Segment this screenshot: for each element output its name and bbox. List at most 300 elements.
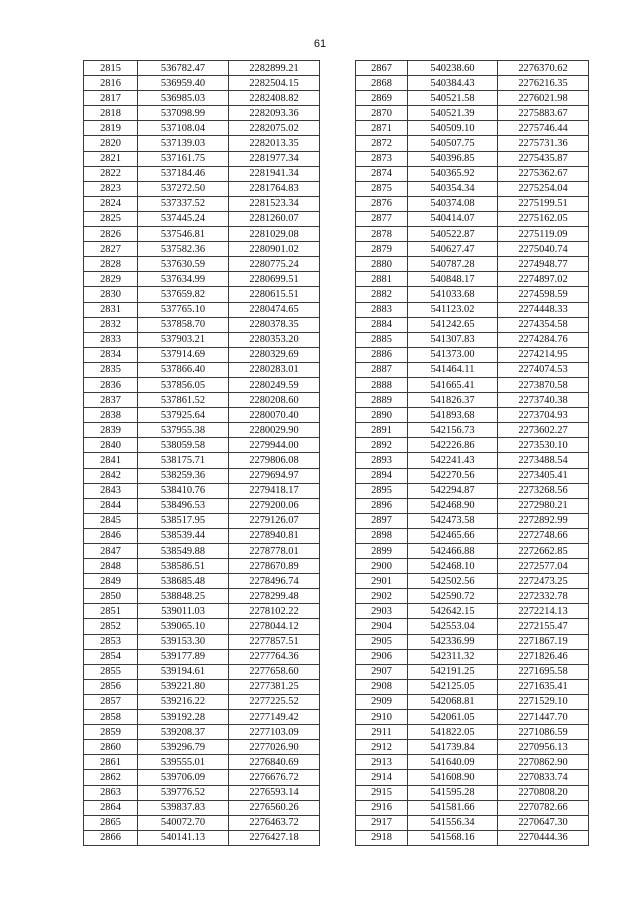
table-row [84, 785, 320, 800]
x-coordinate-cell: 539192.28 [138, 710, 229, 725]
x-coordinate-cell: 540521.39 [408, 106, 498, 121]
table-row [356, 196, 589, 211]
x-coordinate-cell: 539208.37 [138, 725, 229, 740]
y-coordinate-cell: 2275746.44 [498, 121, 589, 136]
table-row [356, 76, 589, 91]
x-coordinate-cell: 542226.86 [408, 438, 498, 453]
x-coordinate-cell: 538410.76 [138, 483, 229, 498]
x-coordinate-cell: 541665.41 [408, 377, 498, 392]
y-coordinate-cell: 2274214.95 [498, 347, 589, 362]
point-number-cell: 2836 [84, 377, 138, 392]
x-coordinate-cell: 538685.48 [138, 574, 229, 589]
x-coordinate-cell: 542270.56 [408, 468, 498, 483]
point-number-cell: 2901 [356, 574, 408, 589]
y-coordinate-cell: 2275199.51 [498, 196, 589, 211]
table-row [356, 498, 589, 513]
table-row [356, 544, 589, 559]
x-coordinate-cell: 540072.70 [138, 815, 229, 830]
point-number-cell: 2906 [356, 649, 408, 664]
x-coordinate-cell: 539177.89 [138, 649, 229, 664]
table-row [356, 679, 589, 694]
x-coordinate-cell: 539216.22 [138, 694, 229, 709]
y-coordinate-cell: 2279944.00 [229, 438, 320, 453]
point-number-cell: 2894 [356, 468, 408, 483]
table-row [84, 423, 320, 438]
point-number-cell: 2849 [84, 574, 138, 589]
table-row [84, 513, 320, 528]
x-coordinate-cell: 541893.68 [408, 408, 498, 423]
x-coordinate-cell: 537955.38 [138, 423, 229, 438]
table-row [356, 468, 589, 483]
table-row [356, 272, 589, 287]
y-coordinate-cell: 2279418.17 [229, 483, 320, 498]
table-row [84, 740, 320, 755]
table-row [356, 377, 589, 392]
point-number-cell: 2886 [356, 347, 408, 362]
point-number-cell: 2835 [84, 362, 138, 377]
table-row [84, 377, 320, 392]
point-number-cell: 2895 [356, 483, 408, 498]
table-row [356, 393, 589, 408]
table-row [356, 181, 589, 196]
point-number-cell: 2877 [356, 211, 408, 226]
y-coordinate-cell: 2272662.85 [498, 544, 589, 559]
point-number-cell: 2889 [356, 393, 408, 408]
point-number-cell: 2908 [356, 679, 408, 694]
y-coordinate-cell: 2279806.08 [229, 453, 320, 468]
table-row [84, 559, 320, 574]
x-coordinate-cell: 538259.36 [138, 468, 229, 483]
point-number-cell: 2818 [84, 106, 138, 121]
x-coordinate-cell: 538175.71 [138, 453, 229, 468]
point-number-cell: 2863 [84, 785, 138, 800]
table-row [84, 393, 320, 408]
y-coordinate-cell: 2278044.12 [229, 619, 320, 634]
table-row [356, 815, 589, 830]
y-coordinate-cell: 2272473.25 [498, 574, 589, 589]
x-coordinate-cell: 540521.58 [408, 91, 498, 106]
y-coordinate-cell: 2278299.48 [229, 589, 320, 604]
y-coordinate-cell: 2275362.67 [498, 166, 589, 181]
y-coordinate-cell: 2278496.74 [229, 574, 320, 589]
x-coordinate-cell: 538549.88 [138, 544, 229, 559]
y-coordinate-cell: 2276463.72 [229, 815, 320, 830]
x-coordinate-cell: 542336.99 [408, 634, 498, 649]
table-row [84, 211, 320, 226]
point-number-cell: 2873 [356, 151, 408, 166]
y-coordinate-cell: 2280208.60 [229, 393, 320, 408]
y-coordinate-cell: 2277225.52 [229, 694, 320, 709]
table-row [356, 408, 589, 423]
point-number-cell: 2907 [356, 664, 408, 679]
point-number-cell: 2820 [84, 136, 138, 151]
table-row [356, 830, 589, 845]
table-row [84, 61, 320, 76]
x-coordinate-cell: 542553.04 [408, 619, 498, 634]
x-coordinate-cell: 542642.15 [408, 604, 498, 619]
table-row [356, 121, 589, 136]
table-row [356, 362, 589, 377]
x-coordinate-cell: 536782.47 [138, 61, 229, 76]
coordinate-table-right [355, 60, 589, 846]
x-coordinate-cell: 537161.75 [138, 151, 229, 166]
x-coordinate-cell: 542468.90 [408, 498, 498, 513]
table-row [84, 604, 320, 619]
y-coordinate-cell: 2275435.87 [498, 151, 589, 166]
table-row [356, 785, 589, 800]
x-coordinate-cell: 537445.24 [138, 211, 229, 226]
point-number-cell: 2837 [84, 393, 138, 408]
point-number-cell: 2854 [84, 649, 138, 664]
table-row [356, 287, 589, 302]
point-number-cell: 2850 [84, 589, 138, 604]
point-number-cell: 2914 [356, 770, 408, 785]
point-number-cell: 2843 [84, 483, 138, 498]
point-number-cell: 2882 [356, 287, 408, 302]
x-coordinate-cell: 541595.28 [408, 785, 498, 800]
x-coordinate-cell: 540627.47 [408, 242, 498, 257]
y-coordinate-cell: 2276370.62 [498, 61, 589, 76]
point-number-cell: 2824 [84, 196, 138, 211]
point-number-cell: 2905 [356, 634, 408, 649]
point-number-cell: 2876 [356, 196, 408, 211]
y-coordinate-cell: 2273268.56 [498, 483, 589, 498]
y-coordinate-cell: 2273602.27 [498, 423, 589, 438]
y-coordinate-cell: 2270808.20 [498, 785, 589, 800]
x-coordinate-cell: 540787.28 [408, 257, 498, 272]
point-number-cell: 2880 [356, 257, 408, 272]
x-coordinate-cell: 541123.02 [408, 302, 498, 317]
point-number-cell: 2848 [84, 559, 138, 574]
table-row [356, 91, 589, 106]
point-number-cell: 2861 [84, 755, 138, 770]
coordinate-table-left [83, 60, 320, 846]
x-coordinate-cell: 537546.81 [138, 227, 229, 242]
table-row [356, 61, 589, 76]
point-number-cell: 2865 [84, 815, 138, 830]
y-coordinate-cell: 2273488.54 [498, 453, 589, 468]
y-coordinate-cell: 2277026.90 [229, 740, 320, 755]
table-row [356, 332, 589, 347]
x-coordinate-cell: 539837.83 [138, 800, 229, 815]
point-number-cell: 2879 [356, 242, 408, 257]
y-coordinate-cell: 2281977.34 [229, 151, 320, 166]
x-coordinate-cell: 541556.34 [408, 815, 498, 830]
point-number-cell: 2916 [356, 800, 408, 815]
page-number: 61 [313, 38, 327, 50]
point-number-cell: 2830 [84, 287, 138, 302]
y-coordinate-cell: 2274354.58 [498, 317, 589, 332]
x-coordinate-cell: 542466.88 [408, 544, 498, 559]
y-coordinate-cell: 2280329.69 [229, 347, 320, 362]
point-number-cell: 2817 [84, 91, 138, 106]
point-number-cell: 2868 [356, 76, 408, 91]
x-coordinate-cell: 540365.92 [408, 166, 498, 181]
x-coordinate-cell: 537903.21 [138, 332, 229, 347]
y-coordinate-cell: 2280249.59 [229, 377, 320, 392]
point-number-cell: 2891 [356, 423, 408, 438]
y-coordinate-cell: 2277381.25 [229, 679, 320, 694]
x-coordinate-cell: 541568.16 [408, 830, 498, 845]
y-coordinate-cell: 2271635.41 [498, 679, 589, 694]
y-coordinate-cell: 2280699.51 [229, 272, 320, 287]
point-number-cell: 2885 [356, 332, 408, 347]
x-coordinate-cell: 542590.72 [408, 589, 498, 604]
point-number-cell: 2862 [84, 770, 138, 785]
table-row [356, 649, 589, 664]
y-coordinate-cell: 2275883.67 [498, 106, 589, 121]
y-coordinate-cell: 2282504.15 [229, 76, 320, 91]
point-number-cell: 2816 [84, 76, 138, 91]
point-number-cell: 2847 [84, 544, 138, 559]
point-number-cell: 2875 [356, 181, 408, 196]
y-coordinate-cell: 2278940.81 [229, 528, 320, 543]
y-coordinate-cell: 2279694.97 [229, 468, 320, 483]
table-row [356, 166, 589, 181]
y-coordinate-cell: 2280775.24 [229, 257, 320, 272]
point-number-cell: 2829 [84, 272, 138, 287]
x-coordinate-cell: 537866.40 [138, 362, 229, 377]
point-number-cell: 2896 [356, 498, 408, 513]
y-coordinate-cell: 2270833.74 [498, 770, 589, 785]
y-coordinate-cell: 2276676.72 [229, 770, 320, 785]
x-coordinate-cell: 541640.09 [408, 755, 498, 770]
point-number-cell: 2844 [84, 498, 138, 513]
point-number-cell: 2832 [84, 317, 138, 332]
table-row [84, 679, 320, 694]
point-number-cell: 2912 [356, 740, 408, 755]
y-coordinate-cell: 2279200.06 [229, 498, 320, 513]
y-coordinate-cell: 2273530.10 [498, 438, 589, 453]
x-coordinate-cell: 538496.53 [138, 498, 229, 513]
table-row [84, 589, 320, 604]
x-coordinate-cell: 537582.36 [138, 242, 229, 257]
x-coordinate-cell: 540509.10 [408, 121, 498, 136]
y-coordinate-cell: 2282899.21 [229, 61, 320, 76]
x-coordinate-cell: 542068.81 [408, 694, 498, 709]
table-row [84, 468, 320, 483]
point-number-cell: 2852 [84, 619, 138, 634]
x-coordinate-cell: 542294.87 [408, 483, 498, 498]
x-coordinate-cell: 539706.09 [138, 770, 229, 785]
y-coordinate-cell: 2270444.36 [498, 830, 589, 845]
table-row [84, 362, 320, 377]
y-coordinate-cell: 2272214.13 [498, 604, 589, 619]
x-coordinate-cell: 538539.44 [138, 528, 229, 543]
point-number-cell: 2845 [84, 513, 138, 528]
y-coordinate-cell: 2276593.14 [229, 785, 320, 800]
y-coordinate-cell: 2274948.77 [498, 257, 589, 272]
table-row [84, 438, 320, 453]
y-coordinate-cell: 2274448.33 [498, 302, 589, 317]
point-number-cell: 2841 [84, 453, 138, 468]
table-row [84, 332, 320, 347]
point-number-cell: 2869 [356, 91, 408, 106]
x-coordinate-cell: 538517.95 [138, 513, 229, 528]
y-coordinate-cell: 2275731.36 [498, 136, 589, 151]
table-row [84, 181, 320, 196]
table-row [356, 725, 589, 740]
y-coordinate-cell: 2273740.38 [498, 393, 589, 408]
table-row [84, 408, 320, 423]
table-row [84, 815, 320, 830]
y-coordinate-cell: 2280474.65 [229, 302, 320, 317]
x-coordinate-cell: 541033.68 [408, 287, 498, 302]
point-number-cell: 2839 [84, 423, 138, 438]
y-coordinate-cell: 2275162.05 [498, 211, 589, 226]
x-coordinate-cell: 538059.58 [138, 438, 229, 453]
table-row [84, 106, 320, 121]
y-coordinate-cell: 2280901.02 [229, 242, 320, 257]
y-coordinate-cell: 2272980.21 [498, 498, 589, 513]
point-number-cell: 2859 [84, 725, 138, 740]
point-number-cell: 2915 [356, 785, 408, 800]
y-coordinate-cell: 2277149.42 [229, 710, 320, 725]
table-row [84, 619, 320, 634]
y-coordinate-cell: 2271447.70 [498, 710, 589, 725]
table-row [84, 287, 320, 302]
x-coordinate-cell: 537098.99 [138, 106, 229, 121]
y-coordinate-cell: 2276560.26 [229, 800, 320, 815]
x-coordinate-cell: 540522.87 [408, 227, 498, 242]
point-number-cell: 2917 [356, 815, 408, 830]
table-row [356, 227, 589, 242]
point-number-cell: 2874 [356, 166, 408, 181]
y-coordinate-cell: 2274897.02 [498, 272, 589, 287]
x-coordinate-cell: 541822.05 [408, 725, 498, 740]
x-coordinate-cell: 541242.65 [408, 317, 498, 332]
y-coordinate-cell: 2273870.58 [498, 377, 589, 392]
table-row [84, 227, 320, 242]
point-number-cell: 2851 [84, 604, 138, 619]
y-coordinate-cell: 2272332.78 [498, 589, 589, 604]
y-coordinate-cell: 2274284.76 [498, 332, 589, 347]
y-coordinate-cell: 2280378.35 [229, 317, 320, 332]
point-number-cell: 2884 [356, 317, 408, 332]
y-coordinate-cell: 2278102.22 [229, 604, 320, 619]
point-number-cell: 2858 [84, 710, 138, 725]
y-coordinate-cell: 2282093.36 [229, 106, 320, 121]
y-coordinate-cell: 2270862.90 [498, 755, 589, 770]
point-number-cell: 2840 [84, 438, 138, 453]
table-row [84, 302, 320, 317]
point-number-cell: 2890 [356, 408, 408, 423]
x-coordinate-cell: 538586.51 [138, 559, 229, 574]
table-row [84, 528, 320, 543]
x-coordinate-cell: 539296.79 [138, 740, 229, 755]
table-row [356, 740, 589, 755]
y-coordinate-cell: 2282013.35 [229, 136, 320, 151]
y-coordinate-cell: 2275254.04 [498, 181, 589, 196]
point-number-cell: 2846 [84, 528, 138, 543]
table-row [356, 513, 589, 528]
table-row [356, 664, 589, 679]
x-coordinate-cell: 541826.37 [408, 393, 498, 408]
y-coordinate-cell: 2271695.58 [498, 664, 589, 679]
table-row [84, 770, 320, 785]
x-coordinate-cell: 542241.43 [408, 453, 498, 468]
x-coordinate-cell: 542125.05 [408, 679, 498, 694]
y-coordinate-cell: 2277103.09 [229, 725, 320, 740]
table-row [84, 257, 320, 272]
table-row [356, 257, 589, 272]
y-coordinate-cell: 2282075.02 [229, 121, 320, 136]
table-row [356, 755, 589, 770]
point-number-cell: 2815 [84, 61, 138, 76]
point-number-cell: 2833 [84, 332, 138, 347]
x-coordinate-cell: 537139.03 [138, 136, 229, 151]
point-number-cell: 2856 [84, 679, 138, 694]
table-row [356, 589, 589, 604]
table-row [84, 498, 320, 513]
point-number-cell: 2902 [356, 589, 408, 604]
point-number-cell: 2857 [84, 694, 138, 709]
table-row [84, 694, 320, 709]
x-coordinate-cell: 539555.01 [138, 755, 229, 770]
point-number-cell: 2904 [356, 619, 408, 634]
x-coordinate-cell: 537914.69 [138, 347, 229, 362]
point-number-cell: 2826 [84, 227, 138, 242]
y-coordinate-cell: 2278778.01 [229, 544, 320, 559]
x-coordinate-cell: 542061.05 [408, 710, 498, 725]
point-number-cell: 2900 [356, 559, 408, 574]
x-coordinate-cell: 537337.52 [138, 196, 229, 211]
x-coordinate-cell: 537858.70 [138, 317, 229, 332]
table-row [356, 136, 589, 151]
y-coordinate-cell: 2280353.20 [229, 332, 320, 347]
point-number-cell: 2827 [84, 242, 138, 257]
y-coordinate-cell: 2278670.89 [229, 559, 320, 574]
point-number-cell: 2918 [356, 830, 408, 845]
y-coordinate-cell: 2276021.98 [498, 91, 589, 106]
table-row [84, 347, 320, 362]
point-number-cell: 2887 [356, 362, 408, 377]
y-coordinate-cell: 2276427.18 [229, 830, 320, 845]
table-row [356, 423, 589, 438]
point-number-cell: 2888 [356, 377, 408, 392]
table-row [84, 710, 320, 725]
table-row [84, 196, 320, 211]
x-coordinate-cell: 537861.52 [138, 393, 229, 408]
y-coordinate-cell: 2281260.07 [229, 211, 320, 226]
y-coordinate-cell: 2271529.10 [498, 694, 589, 709]
point-number-cell: 2903 [356, 604, 408, 619]
table-row [84, 634, 320, 649]
x-coordinate-cell: 542156.73 [408, 423, 498, 438]
x-coordinate-cell: 540141.13 [138, 830, 229, 845]
x-coordinate-cell: 540238.60 [408, 61, 498, 76]
point-number-cell: 2911 [356, 725, 408, 740]
x-coordinate-cell: 542473.58 [408, 513, 498, 528]
table-row [356, 634, 589, 649]
point-number-cell: 2819 [84, 121, 138, 136]
point-number-cell: 2831 [84, 302, 138, 317]
point-number-cell: 2828 [84, 257, 138, 272]
point-number-cell: 2867 [356, 61, 408, 76]
table-row [356, 453, 589, 468]
x-coordinate-cell: 539153.30 [138, 634, 229, 649]
y-coordinate-cell: 2281764.83 [229, 181, 320, 196]
y-coordinate-cell: 2273704.93 [498, 408, 589, 423]
x-coordinate-cell: 537272.50 [138, 181, 229, 196]
x-coordinate-cell: 540374.08 [408, 196, 498, 211]
point-number-cell: 2913 [356, 755, 408, 770]
table-row [84, 91, 320, 106]
table-row [356, 559, 589, 574]
table-row [356, 619, 589, 634]
table-row [84, 800, 320, 815]
x-coordinate-cell: 540848.17 [408, 272, 498, 287]
